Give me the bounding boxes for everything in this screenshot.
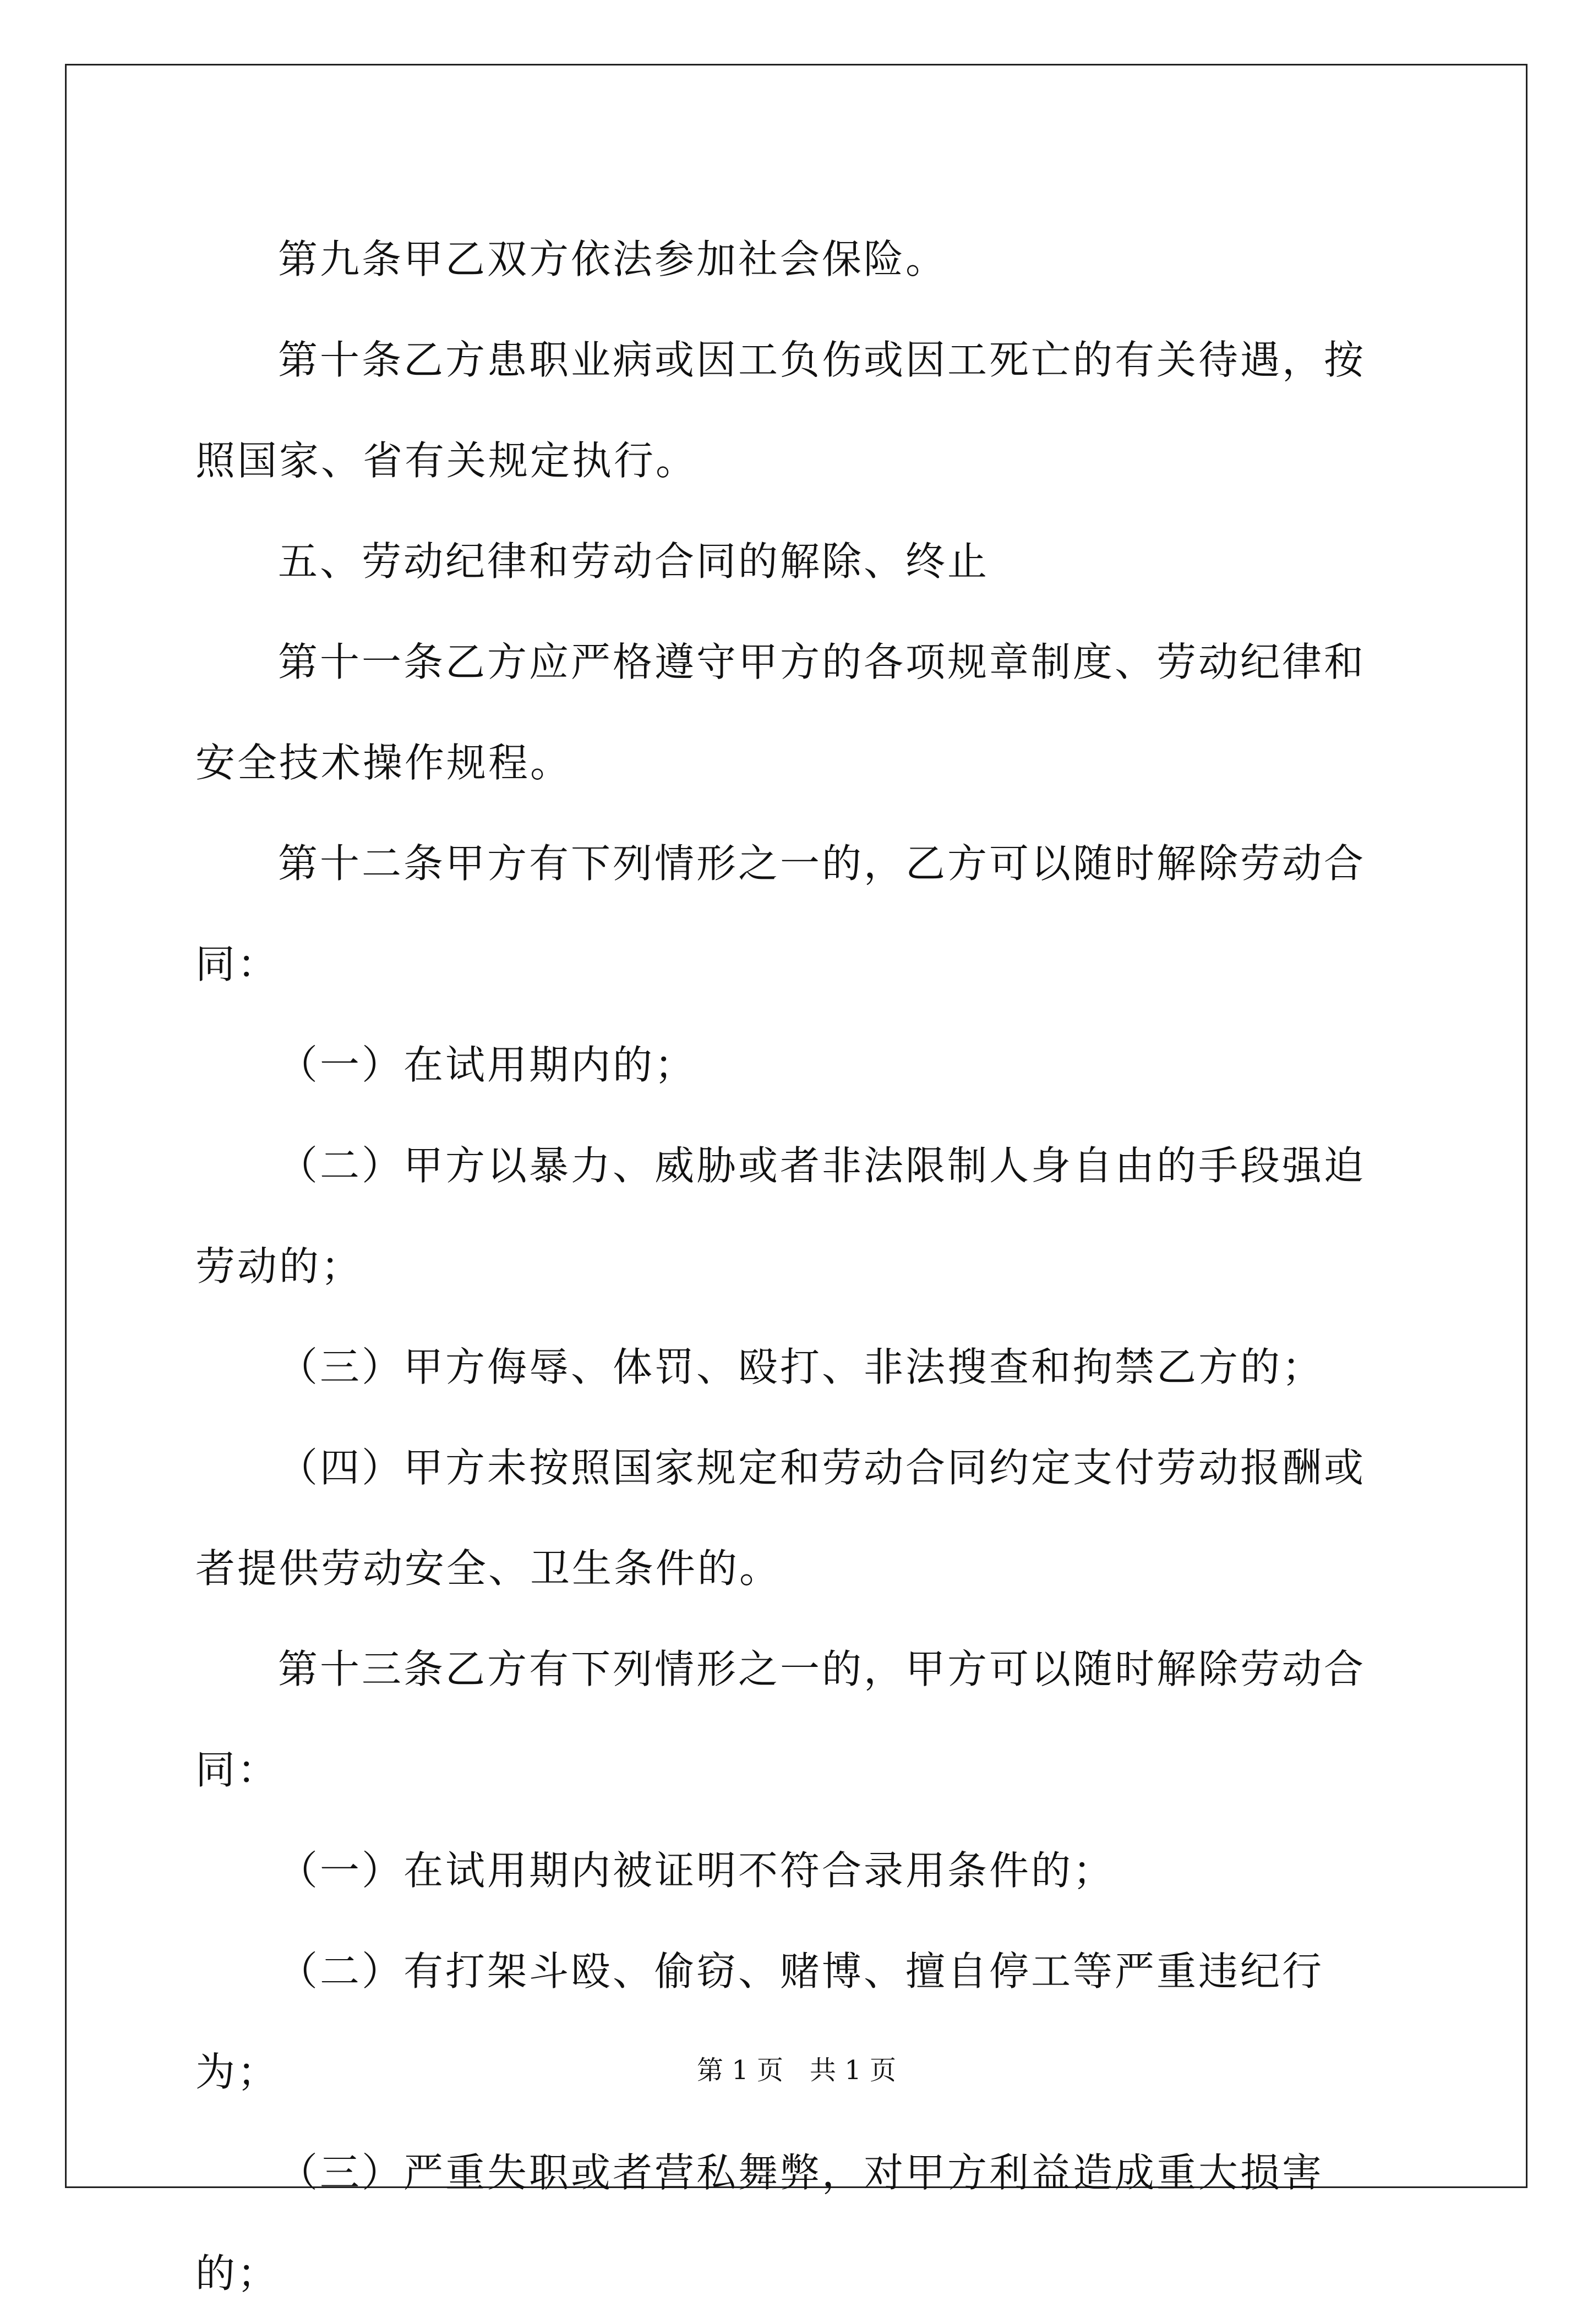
page-footer: 第 1 页 共 1 页 (696, 2055, 897, 2086)
paragraph: 第九条甲乙双方依法参加社会保险。 (278, 236, 948, 282)
list-item: （三）甲方侮辱、体罚、殴打、非法搜查和拘禁乙方的； (278, 1344, 1324, 1390)
section-heading: 五、劳动纪律和劳动合同的解除、终止 (278, 538, 990, 584)
list-item: （二）有打架斗殴、偷窃、赌博、擅自停工等严重违纪行为； (195, 1948, 1324, 2095)
paragraph: 第十三条乙方有下列情形之一的，甲方可以随时解除劳动合同： (195, 1646, 1366, 1793)
paragraph: 第十一条乙方应严格遵守甲方的各项规章制度、劳动纪律和安全技术操作规程。 (195, 639, 1366, 786)
list-item: （三）严重失职或者营私舞弊，对甲方利益造成重大损害的； (195, 2150, 1324, 2296)
list-item: （一）在试用期内的； (278, 1042, 697, 1088)
paragraph: 第十条乙方患职业病或因工负伤或因工死亡的有关待遇，按照国家、省有关规定执行。 (195, 337, 1366, 484)
list-item: （二）甲方以暴力、威胁或者非法限制人身自由的手段强迫劳动的； (195, 1142, 1366, 1289)
list-item: （四）甲方未按照国家规定和劳动合同约定支付劳动报酬或者提供劳动安全、卫生条件的。 (195, 1445, 1366, 1592)
paragraph: 第十二条甲方有下列情形之一的，乙方可以随时解除劳动合同： (195, 840, 1366, 987)
document-body (195, 209, 1398, 2324)
list-item: （一）在试用期内被证明不符合录用条件的； (278, 1847, 1115, 1894)
